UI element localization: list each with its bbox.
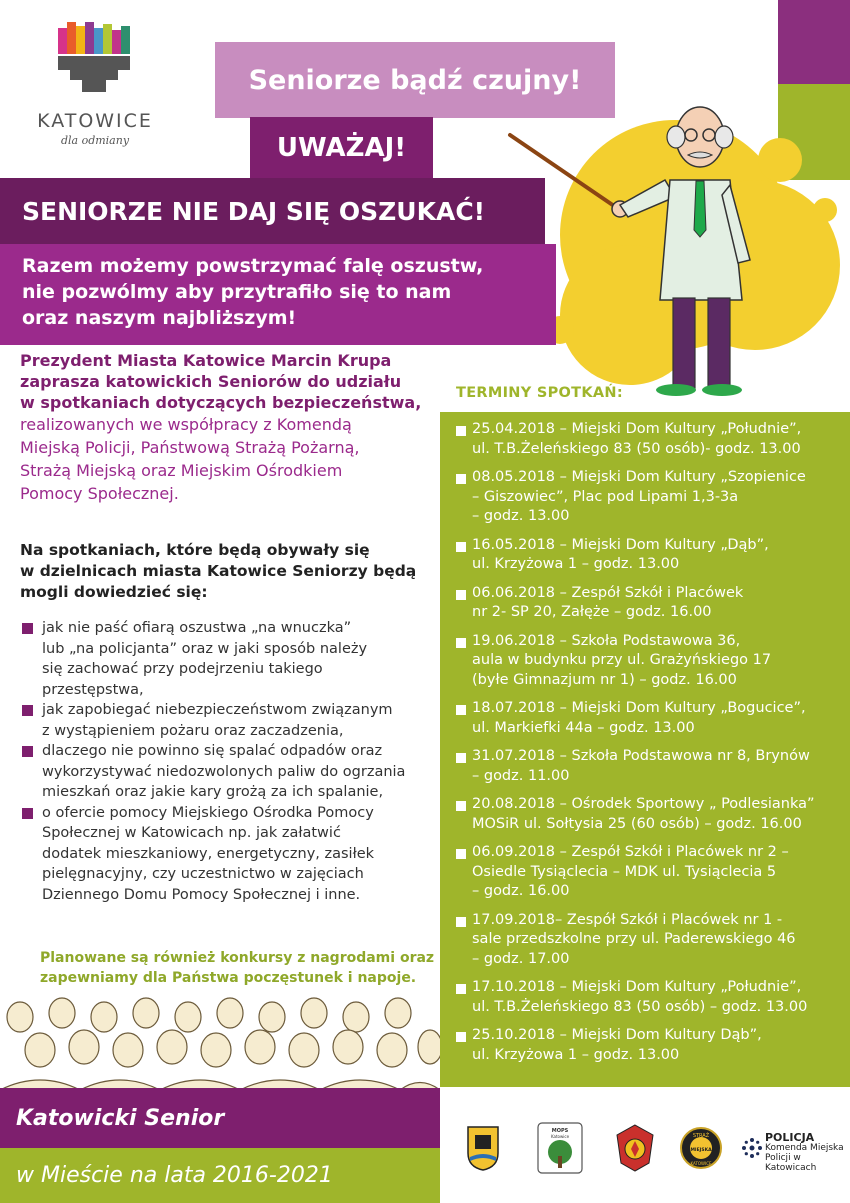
schedule-line: sale przedszkolne przy ul. Paderewskiego 46 — [472, 931, 796, 947]
topic-line: dlaczego nie powinno się spalać odpadów oraz — [42, 743, 383, 759]
mops-sub: Katowice — [550, 1134, 570, 1139]
intro-line: Prezydent Miasta Katowice Marcin Krupa — [20, 351, 392, 370]
schedule-item — [456, 584, 850, 623]
bullet-square-icon — [456, 849, 466, 859]
bullet-square-icon — [456, 705, 466, 715]
schedule-line: – godz. 13.00 — [472, 508, 570, 524]
topic-item — [20, 618, 440, 700]
intro-line: Pomocy Społecznej. — [20, 484, 179, 503]
topic-item — [20, 803, 440, 906]
schedule-panel — [440, 412, 850, 1087]
contests-note — [40, 948, 440, 988]
together-line: oraz naszym najbliższym! — [22, 307, 297, 329]
topic-line: o ofercie pomocy Miejskiego Ośrodka Pomocy — [42, 804, 374, 821]
topic-line: dodatek mieszkaniowy, energetyczny, zasiłek — [42, 845, 375, 862]
intro-line: Strażą Miejską oraz Miejskim Ośrodkiem — [20, 461, 343, 480]
bullet-square-icon — [456, 474, 466, 484]
note-line: Planowane są również konkursy z nagrodami oraz — [40, 950, 435, 966]
footer-program-years: w Mieście na lata 2016-2021 — [0, 1148, 440, 1203]
city-guard-top: STRAŻ — [692, 1133, 710, 1139]
schedule-line: 18.07.2018 – Miejski Dom Kultury „Bogucice”, — [472, 700, 806, 716]
schedule-item — [456, 632, 850, 691]
intro-line: Miejską Policji, Państwową Strażą Pożarną, — [20, 438, 360, 457]
topic-line: pielęgnacyjny, czy uczestnictwo w zajęciach — [42, 866, 364, 882]
meetings-lead — [20, 540, 430, 603]
bullet-square-icon — [456, 590, 466, 600]
bullet-square-icon — [22, 705, 33, 716]
meetings-lead-line: mogli dowiedzieć się: — [20, 583, 208, 601]
schedule-item — [456, 843, 850, 902]
headline-together — [0, 244, 556, 345]
bullet-square-icon — [456, 638, 466, 648]
city-guard-mid: MIEJSKA — [690, 1148, 712, 1153]
schedule-line: ul. Krzyżowa 1 – godz. 13.00 — [472, 556, 680, 572]
logo-city-name: KATOWICE — [37, 110, 153, 132]
bullet-square-icon — [22, 746, 33, 757]
intro-paragraph — [20, 350, 430, 505]
bullet-square-icon — [22, 808, 33, 819]
topic-line: jak nie paść ofiarą oszustwa „na wnuczka” — [42, 620, 352, 636]
topic-line: jak zapobiegać niebezpieczeństwom związanym — [42, 702, 393, 718]
topic-line: wykorzystywać niedozwolonych paliw do ogrzania — [42, 763, 406, 780]
headline-dont-be-fooled: SENIORZE NIE DAJ SIĘ OSZUKAĆ! — [0, 178, 545, 244]
schedule-item — [456, 747, 850, 786]
topic-line: się zachować przy podejrzeniu takiego — [42, 661, 323, 677]
police-logo-text — [765, 1133, 845, 1173]
bullet-square-icon — [456, 426, 466, 436]
meetings-lead-line: Na spotkaniach, które będą obywały się — [20, 541, 370, 559]
schedule-line: – godz. 16.00 — [472, 883, 570, 899]
police-sub-line: Komenda Miejska — [765, 1143, 844, 1153]
schedule-line: 06.09.2018 – Zespół Szkół i Placówek nr 2 – — [472, 844, 789, 860]
schedule-title: TERMINY SPOTKAŃ: — [456, 385, 623, 401]
schedule-item — [456, 911, 850, 970]
note-line: zapewniamy dla Państwa poczęstunek i napoje. — [40, 970, 417, 986]
schedule-line: ul. Krzyżowa 1 – godz. 13.00 — [472, 1046, 680, 1063]
police-star-icon — [741, 1137, 763, 1159]
bullet-square-icon — [456, 917, 466, 927]
schedule-line: – Giszowiec”, Plac pod Lipami 1,3-3a — [472, 488, 739, 505]
bullet-square-icon — [456, 1032, 466, 1042]
schedule-line: 16.05.2018 – Miejski Dom Kultury „Dąb”, — [472, 536, 769, 553]
city-guard-bottom: KATOWICE — [690, 1161, 712, 1166]
schedule-line: 25.04.2018 – Miejski Dom Kultury „Południe”, — [472, 421, 802, 437]
schedule-item — [456, 978, 850, 1017]
police-title: POLICJA — [765, 1131, 815, 1144]
topic-line: Dziennego Domu Pomocy Społecznej i inne. — [42, 886, 361, 903]
bullet-square-icon — [22, 623, 33, 634]
bullet-square-icon — [456, 801, 466, 811]
coat-of-arms-icon — [466, 1125, 500, 1171]
schedule-line: nr 2- SP 20, Załęże – godz. 16.00 — [472, 604, 712, 620]
city-guard-logo — [678, 1122, 724, 1174]
corner-purple-block — [778, 0, 850, 84]
schedule-line: 17.10.2018 – Miejski Dom Kultury „Południe”, — [472, 979, 802, 995]
meetings-lead-line: w dzielnicach miasta Katowice Seniorzy będą — [20, 562, 417, 580]
schedule-line: MOSiR ul. Sołtysia 25 (60 osób) – godz. 16.00 — [472, 815, 802, 832]
together-line: nie pozwólmy aby przytrafiło się to nam — [22, 281, 452, 303]
seniors-crowd-illustration — [0, 995, 440, 1090]
topic-line: Społecznej w Katowicach np. jak załatwić — [42, 825, 341, 841]
headline-be-alert: Seniorze bądź czujny! — [215, 42, 615, 118]
topic-item — [20, 741, 440, 803]
schedule-item — [456, 795, 850, 834]
schedule-line: 31.07.2018 – Szkoła Podstawowa nr 8, Brynów — [472, 748, 810, 764]
together-line: Razem możemy powstrzymać falę oszustw, — [22, 255, 484, 277]
intro-line: zaprasza katowickich Seniorów do udziału — [20, 372, 402, 391]
schedule-line: 19.06.2018 – Szkoła Podstawowa 36, — [472, 632, 741, 649]
schedule-item — [456, 468, 850, 527]
intro-line: realizowanych we współpracy z Komendą — [20, 415, 352, 434]
schedule-item — [456, 420, 850, 459]
katowice-logo-icon — [30, 22, 160, 110]
footer-program-name: Katowicki Senior — [0, 1088, 440, 1148]
schedule-line: 20.08.2018 – Ośrodek Sportowy „ Podlesianka” — [472, 796, 815, 812]
mops-label: MOPS — [551, 1128, 569, 1134]
schedule-line: 25.10.2018 – Miejski Dom Kultury Dąb”, — [472, 1027, 762, 1043]
topic-item — [20, 700, 440, 741]
topic-line: przestępstwa, — [42, 681, 144, 698]
topic-line: lub „na policjanta” oraz w jaki sposób należy — [42, 640, 368, 657]
schedule-item — [456, 1026, 850, 1065]
schedule-line: – godz. 17.00 — [472, 950, 570, 967]
police-sub-line: Policji w Katowicach — [765, 1153, 817, 1173]
topic-line: z wystąpieniem pożaru oraz zaczadzenia, — [42, 722, 344, 739]
schedule-line: ul. T.B.Żeleńskiego 83 (50 osób)- godz. 13.00 — [472, 440, 801, 457]
headline-warning: UWAŻAJ! — [250, 117, 433, 178]
bullet-square-icon — [456, 984, 466, 994]
schedule-line: (byłe Gimnazjum nr 1) – godz. 16.00 — [472, 671, 737, 688]
fire-service-emblem-icon — [613, 1123, 657, 1173]
fire-service-logo — [612, 1122, 658, 1174]
katowice-logo — [30, 22, 160, 152]
schedule-line: ul. T.B.Żeleńskiego 83 (50 osób) – godz. 13.00 — [472, 998, 808, 1015]
police-star-logo — [740, 1122, 764, 1174]
mops-tree-icon — [537, 1122, 583, 1174]
topic-line: mieszkań oraz jakie kary grożą za ich spalanie, — [42, 784, 384, 800]
topics-list — [20, 618, 440, 905]
schedule-line: – godz. 11.00 — [472, 767, 570, 784]
city-guard-badge-icon — [679, 1123, 723, 1173]
schedule-item — [456, 536, 850, 575]
mops-logo — [535, 1122, 585, 1174]
schedule-line: 06.06.2018 – Zespół Szkół i Placówek — [472, 584, 744, 601]
schedule-item — [456, 699, 850, 738]
intro-line: w spotkaniach dotyczących bezpieczeństwa, — [20, 393, 422, 412]
schedule-line: ul. Markiefki 44a – godz. 13.00 — [472, 719, 695, 736]
bullet-square-icon — [456, 542, 466, 552]
schedule-line: aula w budynku przy ul. Grażyńskiego 17 — [472, 652, 772, 668]
schedule-line: Osiedle Tysiąclecia – MDK ul. Tysiąclecia 5 — [472, 863, 777, 880]
bullet-square-icon — [456, 753, 466, 763]
katowice-coat-of-arms-logo — [463, 1122, 503, 1174]
schedule-line: 17.09.2018– Zespół Szkół i Placówek nr 1 - — [472, 911, 783, 928]
logo-tagline: dla odmiany — [60, 134, 130, 147]
schedule-line: 08.05.2018 – Miejski Dom Kultury „Szopienice — [472, 469, 806, 485]
